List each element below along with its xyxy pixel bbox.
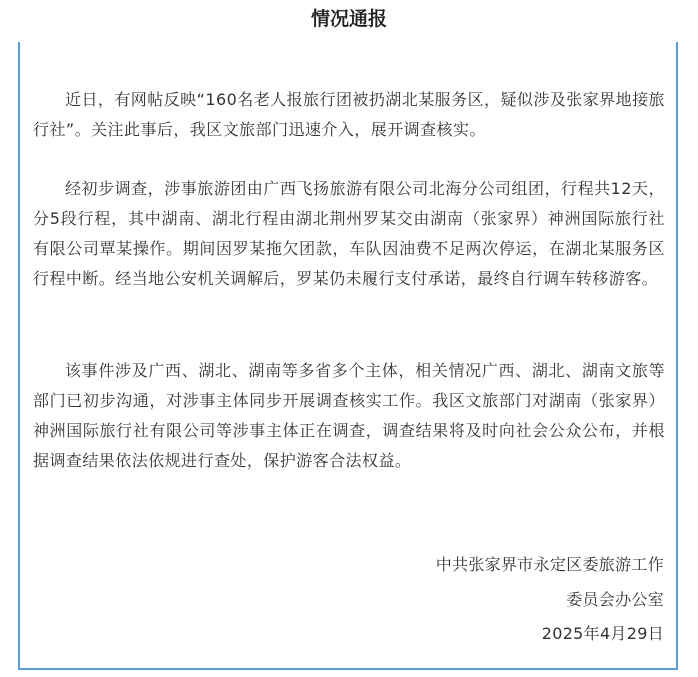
notice-title: 情况通报 [310, 8, 387, 30]
signature-org-line-1: 中共张家界市永定区委旅游工作 [435, 555, 664, 574]
signature-date: 2025年4月29日 [541, 624, 664, 643]
signature-org-line-2: 委员会办公室 [566, 590, 664, 609]
paragraph-2: 经初步调查，涉事旅游团由广西飞扬旅游有限公司北海分公司组团，行程共12天，分5段行程，其中湖南、湖北行程由湖北荆州罗某交由湖南（张家界）神洲国际旅行社有限公司覃某操作。期间因罗某拖欠团款，车队因油费不足两次停运，在湖北某服务区行程中断。经当地公安机关调解后，罗某仍未履行支付承诺，最终自行调车转移游客。 [33, 179, 665, 288]
paragraph-3: 该事件涉及广西、湖北、湖南等多省多个主体，相关情况广西、湖北、湖南文旅等部门已初步沟通，对涉事主体同步开展调查核实工作。我区文旅部门对湖南（张家界）神洲国际旅行社有限公司等涉事主体正在调查，调查结果将及时向社会公众公布，并根据调查结果依法依规进行查处，保护游客合法权益。 [33, 361, 665, 470]
paragraph-1: 近日，有网帖反映“160名老人报旅行团被扔湖北某服务区，疑似涉及张家界地接旅行社”。关注此事后，我区文旅部门迅速介入，展开调查核实。 [33, 90, 665, 139]
